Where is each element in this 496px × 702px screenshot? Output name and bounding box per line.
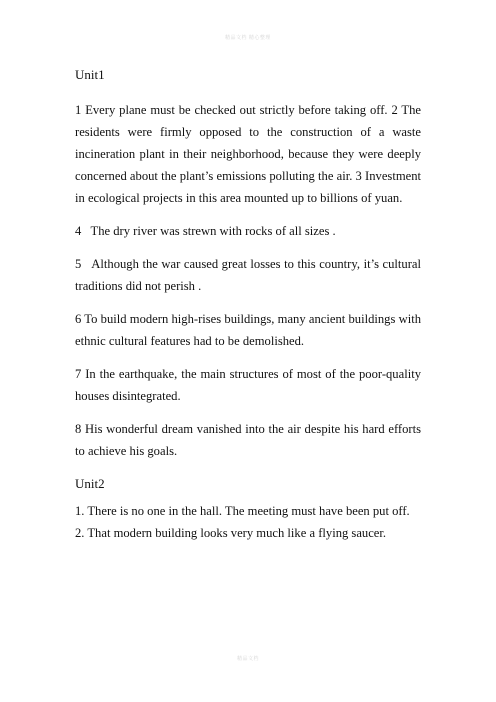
unit2-sentence-2: 2. That modern building looks very much like a flying saucer. (75, 526, 387, 540)
unit2-sentence-1: 1. There is no one in the hall. The meeting must have been put off. (75, 504, 410, 518)
unit1-sentence-5: 5 Although the war caused great losses to this country, it’s cultural traditions did not perish . (75, 257, 425, 293)
unit1-sentence-4: 4 The dry river was strewn with rocks of all sizes . (75, 224, 336, 238)
unit1-sentence-7: 7 In the earthquake, the main structures of most of the poor-quality houses disintegrated. (75, 367, 421, 403)
unit1-sentence-8: 8 His wonderful dream vanished into the air despite his hard efforts to achieve his goals. (75, 422, 421, 458)
footer-watermark: 精品文档 (236, 656, 259, 662)
unit2-heading: Unit2 (75, 476, 105, 491)
unit1-paragraph-1-3: 1 Every plane must be checked out strictly before taking off. 2 The residents were firmly opposed to the construction of a waste incineration plant in their neighborhood, because they were deeply concerned about the plant’s emissions polluting the air. 3 Investment in ecological projects in this area mounted up to billions of yuan. (75, 103, 421, 205)
header-watermark: 精品文档 精心整理 (225, 35, 271, 41)
unit1-heading: Unit1 (75, 67, 105, 82)
document-body (75, 64, 425, 544)
unit1-sentence-6: 6 To build modern high-rises buildings, many ancient buildings with ethnic cultural features had to be demolished. (75, 312, 421, 348)
